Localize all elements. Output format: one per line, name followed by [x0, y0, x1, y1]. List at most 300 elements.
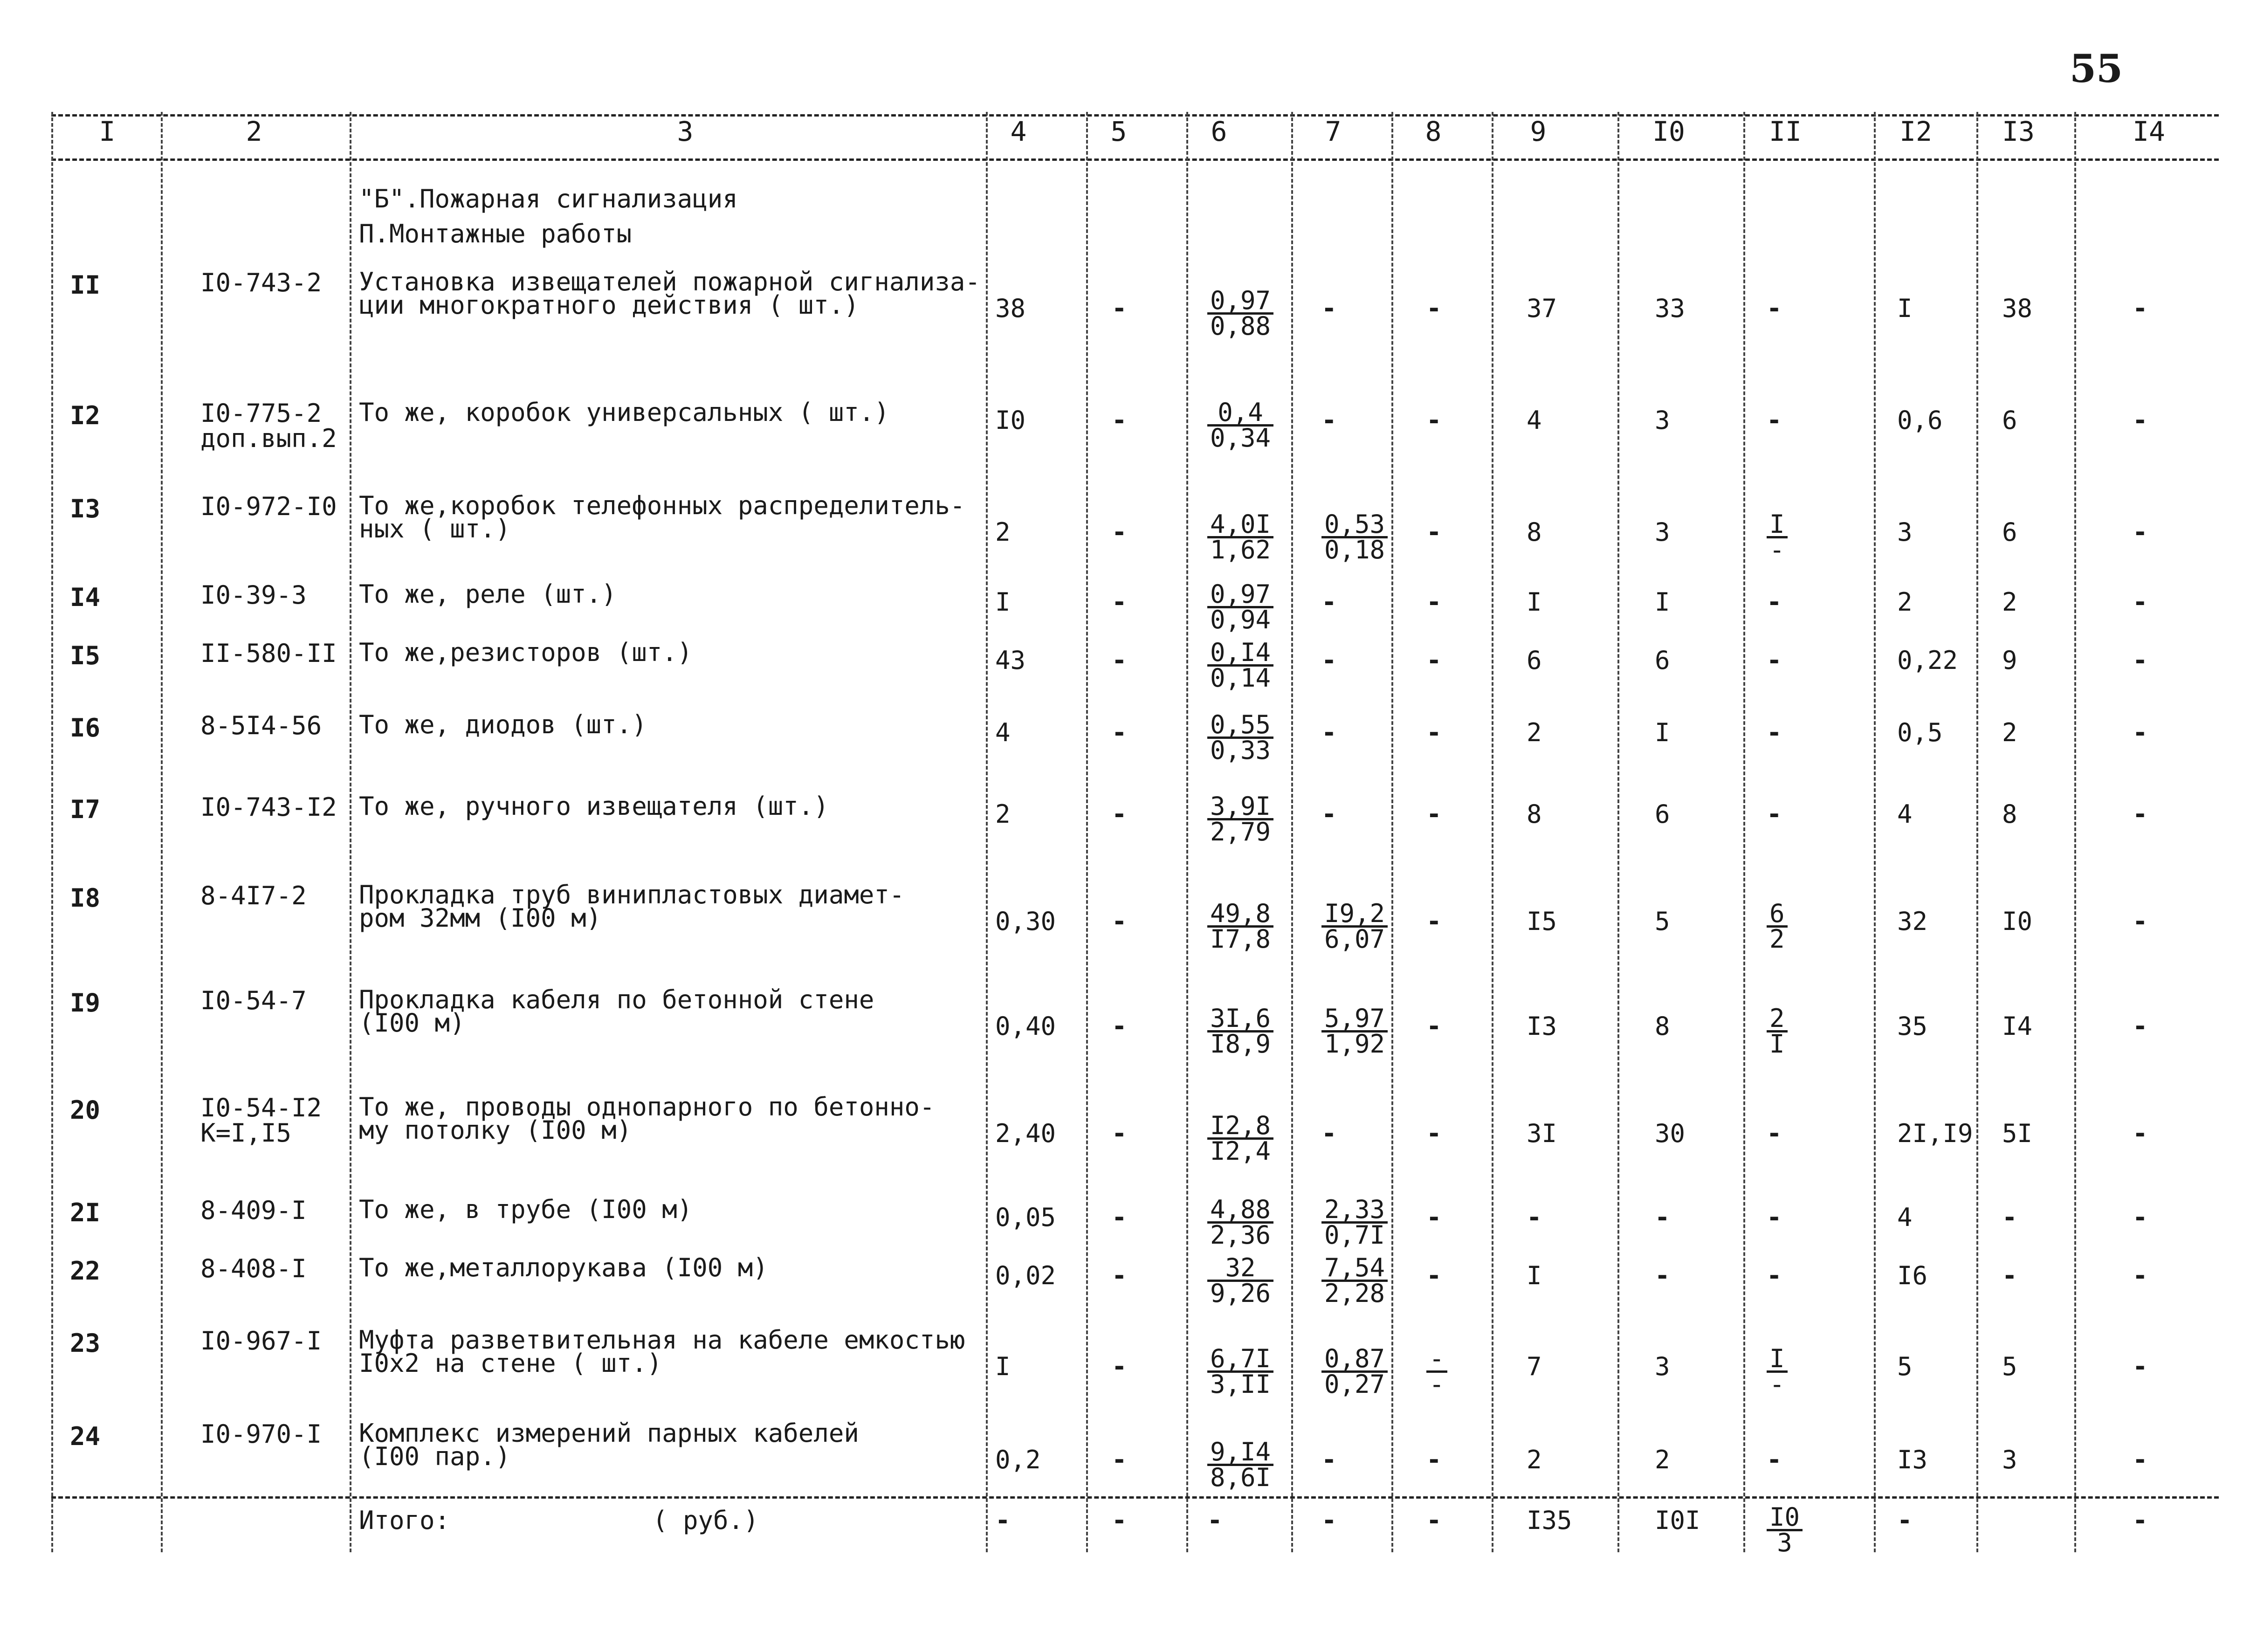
column-header: 3 [677, 116, 694, 147]
cell-col9: 4 [1527, 406, 1542, 435]
cell-col11: - [1767, 799, 1782, 829]
cell-col9: I [1527, 587, 1542, 617]
fraction-value [1207, 1111, 1273, 1166]
cell-col12: I6 [1897, 1261, 1928, 1290]
cell-col11 [1767, 899, 1788, 954]
cell-col10: - [1655, 1261, 1670, 1290]
cell-col14: - [2133, 646, 2148, 675]
cell-col5: - [1112, 718, 1127, 747]
cell-col7 [1321, 1344, 1388, 1399]
row-number: 20 [70, 1095, 101, 1125]
cell-col7: - [1321, 799, 1337, 829]
column-divider [1743, 112, 1745, 1552]
total-col8: - [1426, 1506, 1442, 1535]
price-code: I0-775-2 доп.вып.2 [200, 399, 337, 453]
cell-col10: - [1655, 1203, 1670, 1232]
denominator: 0,14 [1210, 663, 1271, 693]
cell-col13: 6 [2002, 406, 2017, 435]
cell-col13: 6 [2002, 517, 2017, 547]
cell-col10: 3 [1655, 1352, 1670, 1381]
cell-col10: 8 [1655, 1012, 1670, 1041]
cell-col14: - [2133, 406, 2148, 435]
cell-col4: I0 [995, 406, 1026, 435]
cell-col6 [1207, 1253, 1273, 1308]
cell-col4: I [995, 1352, 1011, 1381]
work-description: То же,металлорукава (I00 м) [359, 1253, 768, 1282]
cell-col10: 33 [1655, 294, 1686, 323]
cell-col6 [1207, 1111, 1273, 1166]
cell-col5: - [1112, 1119, 1127, 1148]
fraction-value [1207, 1195, 1273, 1250]
cell-col4: 0,40 [995, 1012, 1056, 1041]
row-number: I8 [70, 883, 101, 913]
cell-col13: - [2002, 1203, 2017, 1232]
cell-col5: - [1112, 1261, 1127, 1290]
cell-col9: I5 [1527, 907, 1557, 936]
cell-col7: - [1321, 587, 1337, 617]
cell-col10: 5 [1655, 907, 1670, 936]
price-code: 8-4I7-2 [200, 881, 307, 910]
cell-col10: 2 [1655, 1445, 1670, 1474]
denominator: 0,88 [1210, 311, 1271, 341]
numerator: 5,97 [1321, 1007, 1388, 1032]
cell-col4: 2 [995, 799, 1011, 829]
denominator: 3 [1777, 1528, 1792, 1557]
work-description: То же,коробок телефонных распределитель- ных ( шт.) [359, 491, 965, 544]
numerator: 9,I4 [1207, 1440, 1273, 1466]
cell-col11: - [1767, 406, 1782, 435]
cell-col8: - [1426, 1012, 1442, 1041]
total-col12: - [1897, 1506, 1913, 1535]
cell-col9: - [1527, 1203, 1542, 1232]
column-header: I0 [1652, 116, 1685, 147]
column-divider [1086, 112, 1088, 1552]
price-code: I0-54-I2 K=I,I5 [200, 1093, 322, 1148]
cell-col7: - [1321, 718, 1337, 747]
denominator: 6,07 [1324, 924, 1385, 954]
cell-col11: - [1767, 1119, 1782, 1148]
denominator: 2,79 [1210, 817, 1271, 847]
fraction-value [1321, 899, 1388, 954]
row-number: I7 [70, 795, 101, 824]
cell-col6 [1207, 1437, 1273, 1492]
work-description: То же, диодов (шт.) [359, 710, 647, 739]
cell-col8: - [1426, 294, 1442, 323]
numerator: I [1767, 1347, 1788, 1373]
denominator: - [1769, 535, 1785, 564]
column-divider [1617, 112, 1619, 1552]
cell-col7: - [1321, 294, 1337, 323]
cell-col13: 2 [2002, 718, 2017, 747]
cell-col10: 6 [1655, 646, 1670, 675]
cell-col9: 2 [1527, 1445, 1542, 1474]
fraction-value [1207, 509, 1273, 564]
cell-col13: 3 [2002, 1445, 2017, 1474]
fraction-value [1767, 899, 1788, 954]
total-label: Итого: [359, 1506, 450, 1535]
cell-col9: 37 [1527, 294, 1557, 323]
cell-col14: - [2133, 718, 2148, 747]
cell-col9: 7 [1527, 1352, 1542, 1381]
fraction-value [1207, 792, 1273, 847]
column-header: 5 [1110, 116, 1127, 147]
row-number: I6 [70, 713, 101, 743]
cell-col4: 0,30 [995, 907, 1056, 936]
cell-col7 [1321, 1195, 1388, 1250]
denominator: 0,94 [1210, 605, 1271, 634]
numerator: 6 [1767, 902, 1788, 928]
cell-col4: 4 [995, 718, 1011, 747]
numerator: 32 [1207, 1256, 1273, 1282]
fraction-value [1207, 579, 1273, 634]
cell-col10: I [1655, 587, 1670, 617]
total-col9: I35 [1527, 1506, 1572, 1535]
denominator: 1,92 [1324, 1029, 1385, 1059]
price-code: I0-54-7 [200, 986, 307, 1015]
denominator: 8,6I [1210, 1463, 1271, 1492]
denominator: I2,4 [1210, 1136, 1271, 1166]
denominator: I7,8 [1210, 924, 1271, 954]
column-divider [2074, 112, 2076, 1552]
work-description: То же, в трубе (I00 м) [359, 1195, 693, 1224]
cell-col11 [1767, 1344, 1788, 1399]
cell-col5: - [1112, 517, 1127, 547]
row-number: 24 [70, 1422, 101, 1451]
cell-col13: 38 [2002, 294, 2033, 323]
cell-col14: - [2133, 1261, 2148, 1290]
cell-col8: - [1426, 1445, 1442, 1474]
cell-col12: 32 [1897, 907, 1928, 936]
cell-col14: - [2133, 907, 2148, 936]
cell-col11 [1767, 1004, 1788, 1059]
header-bottom-rule [51, 158, 2219, 161]
numerator: 3I,6 [1207, 1007, 1273, 1032]
cell-col10: 3 [1655, 406, 1670, 435]
cell-col6 [1207, 1004, 1273, 1059]
cell-col12: 3 [1897, 517, 1913, 547]
column-divider [1874, 112, 1876, 1552]
cell-col10: 3 [1655, 517, 1670, 547]
cell-col5: - [1112, 907, 1127, 936]
denominator: 2,36 [1210, 1220, 1271, 1250]
denominator: 0,33 [1210, 736, 1271, 765]
cell-col7: - [1321, 1445, 1337, 1474]
cell-col12: 0,22 [1897, 646, 1958, 675]
cell-col11: - [1767, 646, 1782, 675]
column-header: 7 [1325, 116, 1342, 147]
price-code: I0-970-I [200, 1419, 322, 1449]
column-divider [1186, 112, 1188, 1552]
cell-col9: I [1527, 1261, 1542, 1290]
denominator: I [1769, 1029, 1785, 1059]
fraction-value [1321, 1195, 1388, 1250]
fraction-value [1426, 1344, 1447, 1399]
denominator: 0,7I [1324, 1220, 1385, 1250]
row-number: II [70, 270, 101, 300]
cell-col4: 2,40 [995, 1119, 1056, 1148]
cell-col4: 2 [995, 517, 1011, 547]
cell-col4: 0,02 [995, 1261, 1056, 1290]
numerator: I2,8 [1207, 1114, 1273, 1140]
cell-col7: - [1321, 406, 1337, 435]
total-col6: - [1207, 1506, 1223, 1535]
column-header: 9 [1530, 116, 1547, 147]
cell-col14: - [2133, 1012, 2148, 1041]
column-header: I3 [2002, 116, 2035, 147]
row-number: I4 [70, 583, 101, 612]
fraction-value [1207, 286, 1273, 341]
cell-col12: 35 [1897, 1012, 1928, 1041]
fraction-value [1321, 1004, 1388, 1059]
fraction-value [1321, 1344, 1388, 1399]
work-description: Установка извещателей пожарной сигнализа- ции многократного действия ( шт.) [359, 267, 980, 320]
cell-col8: - [1426, 517, 1442, 547]
column-divider [350, 112, 351, 1552]
cell-col12: 0,6 [1897, 406, 1943, 435]
cell-col5: - [1112, 1445, 1127, 1474]
cell-col14: - [2133, 1352, 2148, 1381]
fraction-value [1207, 1004, 1273, 1059]
denominator: 0,34 [1210, 423, 1271, 453]
cell-col11: - [1767, 587, 1782, 617]
cell-col12: 2 [1897, 587, 1913, 617]
cell-col11 [1767, 509, 1788, 564]
fraction-value [1767, 1004, 1788, 1059]
cell-col8 [1426, 1344, 1447, 1399]
numerator: 0,97 [1207, 289, 1273, 315]
numerator: I9,2 [1321, 902, 1388, 928]
cell-col11: - [1767, 1445, 1782, 1474]
cell-col6 [1207, 792, 1273, 847]
cell-col8: - [1426, 587, 1442, 617]
price-code: 8-408-I [200, 1254, 307, 1283]
row-number: I9 [70, 988, 101, 1018]
cell-col13: 2 [2002, 587, 2017, 617]
total-col10: I0I [1655, 1506, 1700, 1535]
column-header: 4 [1010, 116, 1027, 147]
price-code: I0-972-I0 [200, 492, 337, 521]
cell-col14: - [2133, 294, 2148, 323]
cell-col7 [1321, 1004, 1388, 1059]
cell-col4: I [995, 587, 1011, 617]
cell-col5: - [1112, 1012, 1127, 1041]
cell-col10: I [1655, 718, 1670, 747]
cell-col12: 4 [1897, 1203, 1913, 1232]
numerator: 0,4 [1207, 401, 1273, 427]
fraction-value [1207, 710, 1273, 765]
work-description: То же, ручного извещателя (шт.) [359, 792, 829, 821]
cell-col6 [1207, 710, 1273, 765]
denominator: 2 [1769, 924, 1785, 954]
cell-col8: - [1426, 1203, 1442, 1232]
cell-col14: - [2133, 1445, 2148, 1474]
price-code: 8-409-I [200, 1196, 307, 1225]
cell-col6 [1207, 286, 1273, 341]
work-description: То же,резисторов (шт.) [359, 638, 693, 667]
price-code: I0-743-2 [200, 268, 322, 297]
work-description: То же, реле (шт.) [359, 579, 617, 609]
cell-col13: 5I [2002, 1119, 2033, 1148]
work-description: Муфта разветвительная на кабеле емкостью I0х2 на стене ( шт.) [359, 1325, 965, 1378]
cell-col5: - [1112, 406, 1127, 435]
work-description: Прокладка кабеля по бетонной стене (I00 м) [359, 985, 874, 1038]
cell-col5: - [1112, 646, 1127, 675]
column-divider [161, 112, 163, 1552]
cell-col13: I4 [2002, 1012, 2033, 1041]
numerator: 0,87 [1321, 1347, 1388, 1373]
denominator: 1,62 [1210, 535, 1271, 564]
numerator: 2 [1767, 1007, 1788, 1032]
cell-col6 [1207, 579, 1273, 634]
cell-col7: - [1321, 646, 1337, 675]
total-rule [51, 1496, 2219, 1499]
cell-col8: - [1426, 1261, 1442, 1290]
numerator: 3,9I [1207, 795, 1273, 820]
column-divider [1976, 112, 1978, 1552]
numerator: 4,0I [1207, 513, 1273, 538]
total-unit: ( руб.) [653, 1506, 759, 1535]
cell-col13: I0 [2002, 907, 2033, 936]
total-col5: - [1112, 1506, 1127, 1535]
price-code: I0-743-I2 [200, 792, 337, 822]
cell-col11: - [1767, 1261, 1782, 1290]
cell-col5: - [1112, 799, 1127, 829]
numerator: I0 [1767, 1506, 1803, 1531]
numerator: 0,55 [1207, 713, 1273, 739]
cell-col13: 8 [2002, 799, 2017, 829]
denominator: 9,26 [1210, 1279, 1271, 1308]
price-code: II-580-II [200, 639, 337, 668]
numerator: I [1767, 513, 1788, 538]
column-divider [1492, 112, 1493, 1552]
column-header: II [1769, 116, 1802, 147]
cell-col7 [1321, 509, 1388, 564]
cell-col6 [1207, 509, 1273, 564]
column-divider [1391, 112, 1393, 1552]
row-number: 23 [70, 1328, 101, 1358]
price-code: 8-5I4-56 [200, 711, 322, 740]
fraction-value [1321, 509, 1388, 564]
section-title: "Б".Пожарная сигнализация [359, 184, 738, 213]
cell-col13: 5 [2002, 1352, 2017, 1381]
cell-col13: - [2002, 1261, 2017, 1290]
row-number: I3 [70, 494, 101, 523]
cell-col5: - [1112, 1203, 1127, 1232]
cell-col14: - [2133, 799, 2148, 829]
column-divider [1291, 112, 1293, 1552]
cell-col11: - [1767, 1203, 1782, 1232]
column-header: 2 [246, 116, 262, 147]
denominator: - [1429, 1370, 1445, 1399]
cell-col14: - [2133, 1203, 2148, 1232]
cell-col11: - [1767, 718, 1782, 747]
total-col14: - [2133, 1506, 2148, 1535]
cell-col7: - [1321, 1119, 1337, 1148]
column-header: 6 [1211, 116, 1227, 147]
cell-col8: - [1426, 799, 1442, 829]
cell-col13: 9 [2002, 646, 2017, 675]
page-number: 55 [2070, 47, 2123, 91]
cell-col8: - [1426, 646, 1442, 675]
fraction-value [1767, 1502, 1803, 1557]
row-number: I2 [70, 401, 101, 430]
fraction-value [1207, 899, 1273, 954]
numerator: - [1426, 1347, 1447, 1373]
numerator: 0,I4 [1207, 641, 1273, 667]
fraction-value [1767, 1344, 1788, 1399]
cell-col5: - [1112, 587, 1127, 617]
total-col4: - [995, 1506, 1011, 1535]
denominator: 3,II [1210, 1370, 1271, 1399]
cell-col12: I3 [1897, 1445, 1928, 1474]
fraction-value [1207, 1344, 1273, 1399]
denominator: 2,28 [1324, 1279, 1385, 1308]
cell-col6 [1207, 638, 1273, 693]
cell-col12: 2I,I9 [1897, 1119, 1973, 1148]
numerator: 6,7I [1207, 1347, 1273, 1373]
cell-col9: 3I [1527, 1119, 1557, 1148]
cell-col6 [1207, 1195, 1273, 1250]
denominator: - [1769, 1370, 1785, 1399]
cell-col8: - [1426, 406, 1442, 435]
cell-col9: 2 [1527, 718, 1542, 747]
cell-col12: 4 [1897, 799, 1913, 829]
cell-col4: 43 [995, 646, 1026, 675]
cell-col9: 8 [1527, 517, 1542, 547]
cell-col4: 0,05 [995, 1203, 1056, 1232]
cell-col14: - [2133, 1119, 2148, 1148]
work-description: То же, проводы однопарного по бетонно- му потолку (I00 м) [359, 1092, 935, 1145]
numerator: 0,53 [1321, 513, 1388, 538]
fraction-value [1207, 1253, 1273, 1308]
cell-col6 [1207, 899, 1273, 954]
numerator: 0,97 [1207, 583, 1273, 608]
cell-col7 [1321, 1253, 1388, 1308]
cell-col4: 0,2 [995, 1445, 1041, 1474]
fraction-value [1207, 638, 1273, 693]
cell-col8: - [1426, 907, 1442, 936]
cell-col11: - [1767, 294, 1782, 323]
cell-col9: 8 [1527, 799, 1542, 829]
cell-col10: 30 [1655, 1119, 1686, 1148]
cell-col10: 6 [1655, 799, 1670, 829]
cell-col9: I3 [1527, 1012, 1557, 1041]
subsection-title: П.Монтажные работы [359, 219, 632, 248]
cell-col14: - [2133, 587, 2148, 617]
cell-col12: 5 [1897, 1352, 1913, 1381]
denominator: 0,27 [1324, 1370, 1385, 1399]
total-col11 [1767, 1502, 1803, 1557]
row-number: 22 [70, 1256, 101, 1286]
cell-col8: - [1426, 1119, 1442, 1148]
cell-col5: - [1112, 1352, 1127, 1381]
cell-col8: - [1426, 718, 1442, 747]
fraction-value [1321, 1253, 1388, 1308]
numerator: 7,54 [1321, 1256, 1388, 1282]
fraction-value [1767, 509, 1788, 564]
column-header: 8 [1425, 116, 1442, 147]
cell-col6 [1207, 398, 1273, 453]
cell-col9: 6 [1527, 646, 1542, 675]
price-code: I0-967-I [200, 1326, 322, 1356]
total-col7: - [1321, 1506, 1337, 1535]
cell-col6 [1207, 1344, 1273, 1399]
price-code: I0-39-3 [200, 580, 307, 610]
column-header: I [99, 116, 116, 147]
row-number: I5 [70, 641, 101, 670]
numerator: 49,8 [1207, 902, 1273, 928]
work-description: Комплекс измерений парных кабелей (I00 пар.) [359, 1418, 859, 1471]
